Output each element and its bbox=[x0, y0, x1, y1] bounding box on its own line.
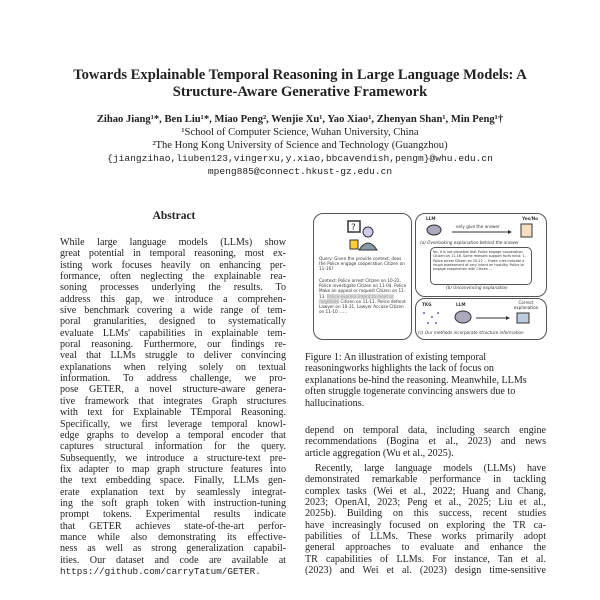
only-answer-label: only give the answer bbox=[456, 224, 500, 229]
document-icon bbox=[520, 223, 534, 238]
context-tail: Citizen on 11-11. Police defend Lawyer on 10-31, Lawyer Accuse Citizen on 11-10 ...... bbox=[319, 298, 406, 315]
text-line: the text embedding space. Finally, LLMs gen- bbox=[60, 475, 286, 487]
text-line: demonstrated remarkable performance in tackling bbox=[305, 474, 546, 486]
text-line: edge graphs to develop a temporal encoder that bbox=[60, 429, 286, 441]
affiliation: ¹School of Computer Science, Wuhan University, China bbox=[181, 127, 419, 138]
text-line: have increasingly focused on exploring the TR ca- bbox=[305, 519, 546, 531]
text-line: Subsequently, we introduce a structure-text pre- bbox=[60, 452, 286, 464]
text-line: evaluate LLMs' capabilities in explainable tem- bbox=[60, 327, 286, 339]
text-line: that GETER achieves state-of-the-art perfor- bbox=[60, 520, 286, 532]
method-panel bbox=[415, 298, 547, 340]
abstract-heading: Abstract bbox=[152, 210, 196, 222]
abstract-body bbox=[60, 237, 286, 577]
text-line: tive framework that integrates Graph structures bbox=[60, 395, 286, 407]
text-line: isting work focuses heavily on enhancing per- bbox=[60, 259, 286, 271]
explanation-box bbox=[430, 247, 532, 285]
text-line: hind the reasoning. Meanwhile, LLMs often struggle to bbox=[305, 374, 527, 398]
robot-icon bbox=[426, 224, 442, 236]
text-line: Figure 1: An illustration of existing temporal reasoning bbox=[305, 352, 487, 375]
email: {jiangzihao,liuben123,vingerxu,y.xiao,bbcavendish,pengm}@whu.edu.cn bbox=[107, 153, 493, 164]
check-document-icon bbox=[516, 312, 532, 326]
text-line: (2023) and Wei et al. (2023) design time-sensitive bbox=[305, 565, 546, 577]
llm-label: LLM bbox=[426, 216, 436, 221]
affiliation: ²The Hong Kong University of Science and Technology (Guangzhou) bbox=[152, 140, 448, 151]
text-line: sive benchmark covering a wide range of tem- bbox=[60, 305, 286, 317]
text-line: veal that LLMs struggle to deliver convincing bbox=[60, 350, 286, 362]
text-line: recommendations (Bogina et al., 2023) and news bbox=[305, 436, 546, 448]
query-text: Query: Given the provide context, does the Police engage cooperation Citizen on 11-16? bbox=[319, 256, 405, 272]
text-line: prompt tokens. Experimental results indicate bbox=[60, 509, 286, 521]
text-line: pose GETER, a novel structure-aware genera- bbox=[60, 384, 286, 396]
arrow-icon bbox=[476, 316, 510, 320]
body-text bbox=[305, 425, 546, 576]
text-line: ness as well as strong generalization capabil- bbox=[60, 543, 286, 555]
author-block bbox=[30, 113, 570, 178]
text-line: Specifically, we first leverage temporal knowl- bbox=[60, 418, 286, 430]
arrow-icon bbox=[452, 230, 512, 234]
text-line: Recently, large language models (LLMs) have bbox=[315, 463, 546, 475]
text-line: generate convincing answers due to hallucinations. bbox=[305, 386, 516, 409]
text-line: erate explanation text by seamlessly integrat- bbox=[60, 486, 286, 498]
text-line: depend on temporal data, including search engine bbox=[305, 425, 546, 436]
llm-label: LLM bbox=[456, 302, 466, 307]
explanation-text: No, it is not plausible that Police engage cooperation Citizen on 11-16. Some relevant support facts exist: 1. Police arrest Citizen on 10-22 ... these cues indicate a rough assessment of very intent on hostility. Police to engage cooperation with Citizen ... bbox=[433, 250, 526, 272]
text-line: poral granularities, designed to systematically bbox=[60, 316, 286, 328]
label-c: (c) Our methods incorporate structure information bbox=[418, 330, 524, 335]
figure-1 bbox=[313, 213, 546, 343]
text-line: complex tasks (Wei et al., 2022; Huang and Chang, bbox=[305, 485, 546, 497]
github-link[interactable]: https://github.com/carryTatum/GETER. bbox=[60, 565, 261, 577]
text-line: article aggregation (Wu et al., 2025). bbox=[305, 447, 454, 459]
text-line: information. To address challenge, we pro- bbox=[60, 373, 286, 385]
text-line: pabilities of LLMs. These works primarily adopt bbox=[305, 531, 546, 543]
text-line: with text for Explainable TEmporal Reasoning. bbox=[60, 407, 286, 419]
context-text bbox=[319, 278, 407, 314]
text-line: mance while also demonstrating its effective- bbox=[60, 531, 286, 543]
label-b: (b) Unconvincing explanation bbox=[446, 285, 508, 290]
paper-title bbox=[40, 67, 560, 101]
text-line: great potential in temporal reasoning, most ex- bbox=[60, 248, 286, 260]
title-line: Towards Explainable Temporal Reasoning in Large Language Models: A bbox=[73, 67, 527, 83]
baseline-panel bbox=[415, 213, 547, 297]
text-line: captures structural information for the query. bbox=[60, 441, 286, 453]
query-context-panel bbox=[313, 213, 412, 340]
tkg-label: TKG bbox=[422, 302, 432, 307]
text-line: TR capabilities of LLMs. For instance, Tan et al. bbox=[305, 553, 546, 565]
context-highlight: Police express intent to meet or negotiate bbox=[319, 293, 394, 304]
correct-label: Correct explanation bbox=[513, 300, 539, 311]
text-line: address this gap, we introduce a comprehen- bbox=[60, 293, 286, 305]
author-names: Zihao Jiang¹*, Ben Liu¹*, Miao Peng², Wenjie Xu¹, Yao Xiao¹, Zhenyan Shan¹, Min Peng¹† bbox=[96, 114, 504, 125]
text-line: 2023; OpenAI, 2023; Peng et al., 2025; Liu et al., bbox=[305, 497, 546, 509]
graph-icon bbox=[420, 309, 442, 327]
figure-caption bbox=[305, 352, 546, 409]
svg-text:?: ? bbox=[351, 223, 356, 233]
text-line: soning processes underlying the results. To bbox=[60, 282, 286, 294]
text-line: 2025b). Building on this success, recent studies bbox=[305, 508, 546, 520]
text-line: While large language models (LLMs) show bbox=[60, 237, 286, 248]
yes-no-label: Yes/No bbox=[522, 216, 538, 221]
text-line: general approaches to evaluate and enhance the bbox=[305, 542, 546, 554]
title-line: Structure-Aware Generative Framework bbox=[172, 84, 428, 100]
label-a: (a) Overlooking explanation behind the answer bbox=[420, 240, 519, 245]
text-line: explanations when relying solely on textual bbox=[60, 361, 286, 373]
text-line: works highlights the lack of focus on explanations be- bbox=[305, 363, 494, 386]
text-line: ities. Our dataset and code are available at bbox=[60, 554, 286, 566]
text-line: poral reasoning. Furthermore, our findings re- bbox=[60, 339, 286, 351]
text-line: ing the soft graph token with instruction-tuning bbox=[60, 497, 286, 509]
email: mpeng885@connect.hkust-gz.edu.cn bbox=[207, 166, 393, 177]
context-main: Context: Police arrest Citizen on 10-22. Police investigate Citizen on 11-04. Police Make an appeal or request Citizen on 11-13. bbox=[319, 278, 407, 299]
person-question-icon bbox=[346, 220, 382, 252]
text-line: formance, often neglecting the explainable rea- bbox=[60, 271, 286, 283]
robot-icon bbox=[454, 310, 472, 324]
text-line: fix adapter to map graph structure features into bbox=[60, 463, 286, 475]
